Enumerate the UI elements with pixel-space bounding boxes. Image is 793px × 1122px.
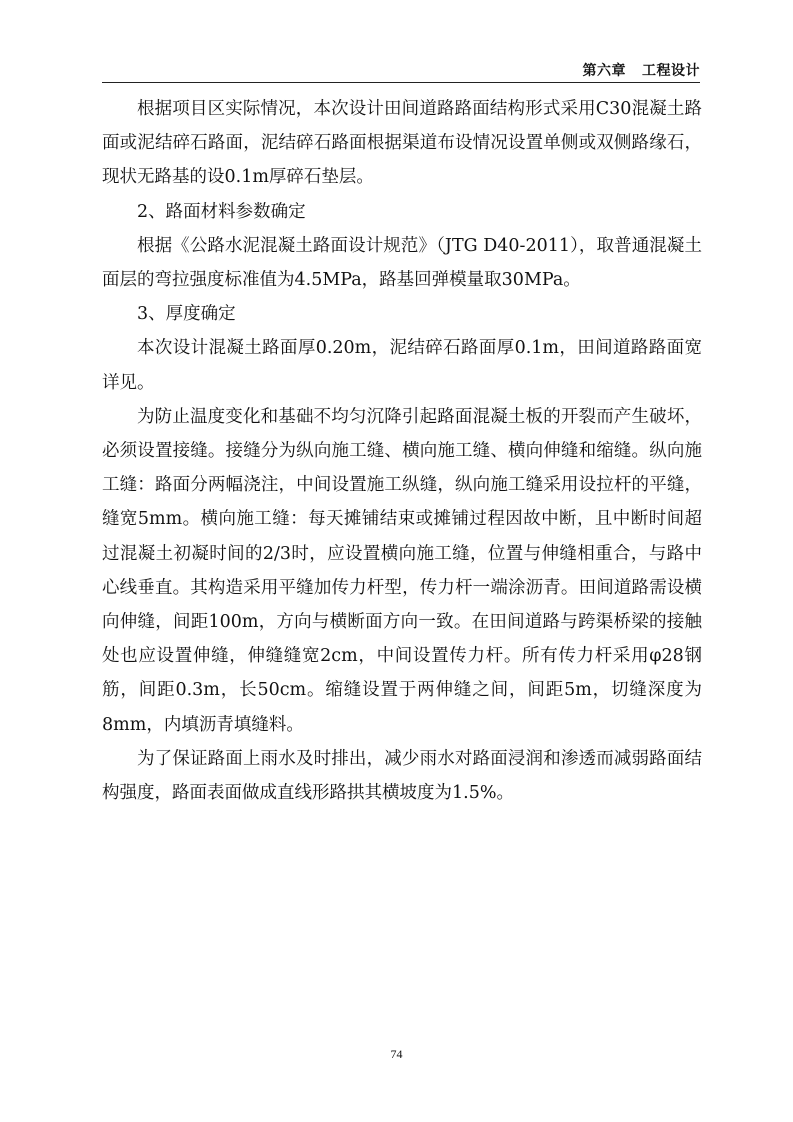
paragraph-drainage: 为了保证路面上雨水及时排出，减少雨水对路面浸润和渗透而减弱路面结构强度，路面表面做成直线形路拱其横坡度为1.5%。: [102, 748, 702, 804]
paragraph-thickness: 本次设计混凝土路面厚0.20m，泥结碎石路面厚0.1m，田间道路路面宽详见。: [102, 338, 702, 393]
paragraph-joints: 为防止温度变化和基础不均匀沉降引起路面混凝土板的开裂而产生破坏，必须设置接缝。接缝分为纵向施工缝、横向施工缝、横向伸缝和缩缝。纵向施工缝：路面分两幅浇注，中间设置施工纵缝，纵向施工缝采用设拉杆的平缝，缝宽5mm。横向施工缝：每天摊铺结束或摊铺过程因故中断，且中断时间超过混凝土初凝时间的2/3时，应设置横向施工缝，位置与伸缝相重合，与路中心线垂直。其构造采用平缝加传力杆型，传力杆一端涂沥青。田间道路需设横向伸缝，间距100m，方向与横断面方向一致。在田间道路与跨渠桥梁的接触处也应设置伸缝，伸缝缝宽2cm，中间设置传力杆。所有传力杆采用φ28钢筋，间距0.3m，长50cm。缩缝设置于两伸缝之间，间距5m，切缝深度为8mm，内填沥青填缝料。: [102, 406, 702, 735]
page-header: [102, 58, 700, 83]
chapter-label: 第六章: [582, 63, 626, 79]
section-label: 工程设计: [642, 63, 700, 79]
heading-material-parameters: 2、路面材料参数确定: [137, 201, 306, 222]
paragraph-road-structure: 根据项目区实际情况，本次设计田间道路路面结构形式采用C30混凝土路面或泥结碎石路面，泥结碎石路面根据渠道布设情况设置单侧或双侧路缘石，现状无路基的设0.1m厚碎石垫层。: [102, 99, 702, 188]
running-header: [583, 60, 701, 80]
document-body: [102, 92, 702, 810]
heading-thickness: 3、厚度确定: [137, 304, 236, 325]
paragraph-material-parameters: 根据《公路水泥混凝土路面设计规范》（JTG D40-2011），取普通混凝土面层的弯拉强度标准值为4.5MPa，路基回弹模量取30MPa。: [102, 235, 702, 291]
page-number: 74: [390, 1047, 403, 1061]
